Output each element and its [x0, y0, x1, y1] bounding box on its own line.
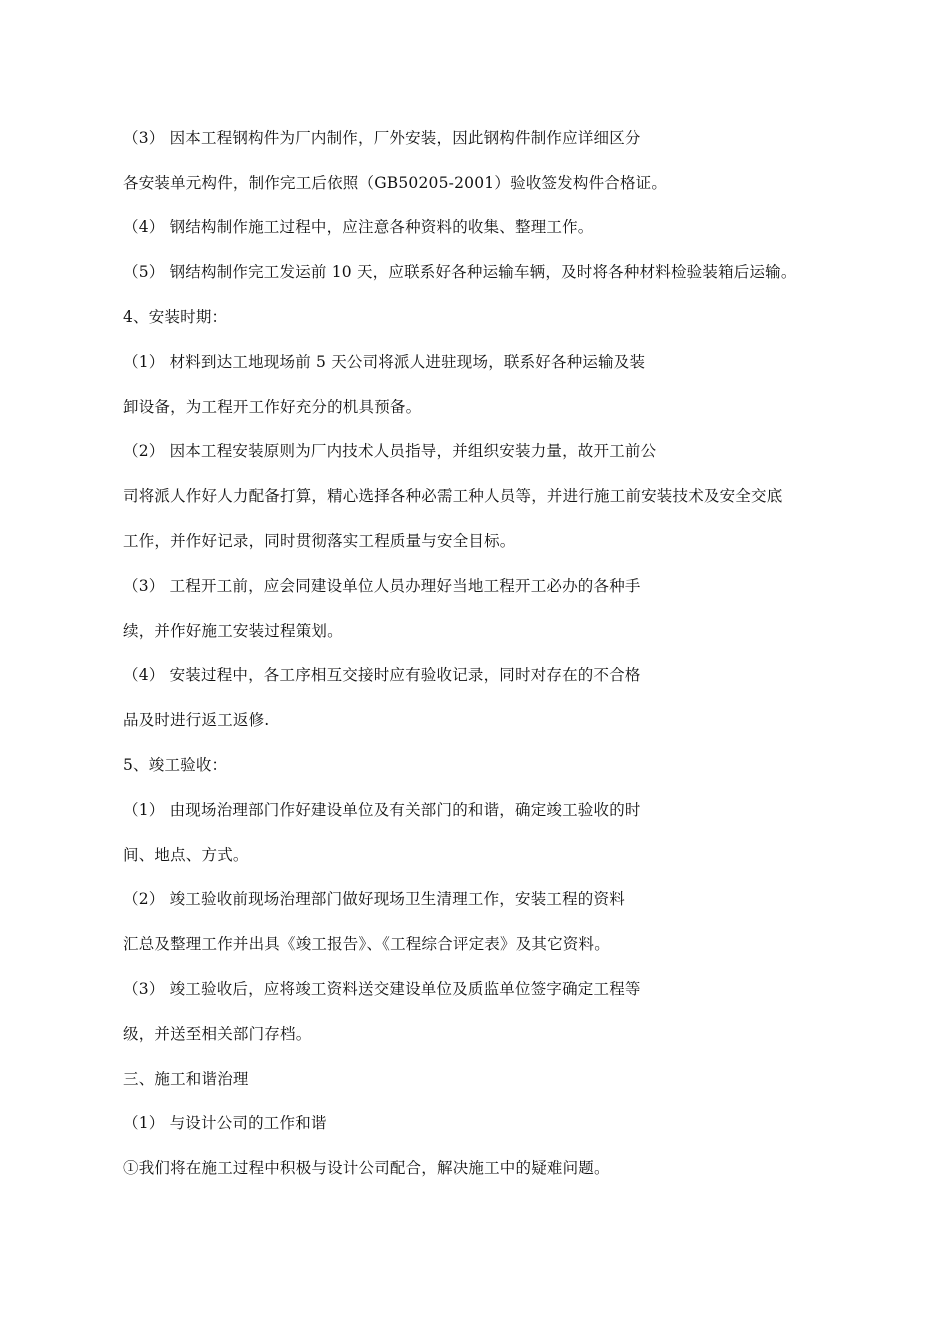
paragraph-line: 续，并作好施工安装过程策划。 — [123, 622, 343, 640]
paragraph-line: （4） 安装过程中，各工序相互交接时应有验收记录，同时对存在的不合格 — [123, 666, 641, 684]
section-heading: 三、施工和谐治理 — [123, 1070, 249, 1088]
paragraph-line: （3） 因本工程钢构件为厂内制作，厂外安装，因此钢构件制作应详细区分 — [123, 129, 641, 147]
section-heading: 4、安装时期： — [123, 308, 228, 326]
section-heading: 5、竣工验收： — [123, 756, 228, 774]
paragraph-line: 司将派人作好人力配备打算，精心选择各种必需工种人员等，并进行施工前安装技术及安全交底 — [123, 487, 783, 505]
paragraph-line: （1） 由现场治理部门作好建设单位及有关部门的和谐，确定竣工验收的时 — [123, 801, 641, 819]
paragraph-line: （1） 与设计公司的工作和谐 — [123, 1114, 327, 1132]
paragraph-line: 汇总及整理工作并出具《竣工报告》、《工程综合评定表》及其它资料。 — [123, 935, 610, 953]
paragraph-line: （5） 钢结构制作完工发运前 10 天，应联系好各种运输车辆，及时将各种材料检验装箱后运输。 — [123, 263, 797, 281]
paragraph-line: 卸设备，为工程开工作好充分的机具预备。 — [123, 398, 422, 416]
paragraph-line: 级，并送至相关部门存档。 — [123, 1025, 312, 1043]
paragraph-line: （3） 竣工验收后，应将竣工资料送交建设单位及质监单位签字确定工程等 — [123, 980, 641, 998]
paragraph-line: ①我们将在施工过程中积极与设计公司配合，解决施工中的疑难问题。 — [123, 1159, 610, 1177]
paragraph-line: （2） 竣工验收前现场治理部门做好现场卫生清理工作，安装工程的资料 — [123, 890, 625, 908]
paragraph-line: （2） 因本工程安装原则为厂内技术人员指导，并组织安装力量，故开工前公 — [123, 442, 657, 460]
paragraph-line: （3） 工程开工前，应会同建设单位人员办理好当地工程开工必办的各种手 — [123, 577, 641, 595]
paragraph-line: 间、地点、方式。 — [123, 846, 249, 864]
paragraph-line: 品及时进行返工返修. — [123, 711, 270, 729]
paragraph-line: 各安装单元构件，制作完工后依照（GB50205-2001）验收签发构件合格证。 — [123, 174, 668, 192]
paragraph-line: （4） 钢结构制作施工过程中，应注意各种资料的收集、整理工作。 — [123, 218, 594, 236]
paragraph-line: 工作，并作好记录，同时贯彻落实工程质量与安全目标。 — [123, 532, 516, 550]
paragraph-line: （1） 材料到达工地现场前 5 天公司将派人进驻现场，联系好各种运输及装 — [123, 353, 646, 371]
